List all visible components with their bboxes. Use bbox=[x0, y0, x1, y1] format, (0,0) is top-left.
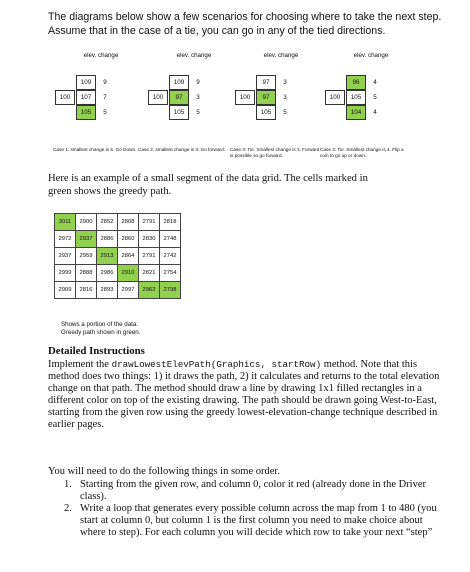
step-number: 1. bbox=[64, 479, 72, 490]
elev-change-label: elev. change bbox=[263, 52, 299, 59]
grid-row bbox=[55, 265, 181, 282]
grid-cell: 2972 bbox=[55, 231, 76, 248]
grid-cell-path: 2962 bbox=[139, 282, 160, 299]
change-value-top: 4 bbox=[373, 79, 377, 86]
step-text: Write a loop that generates every possible column across the map from 1 to 480 (you start at column 0, but column 1 is the first column you need to make choice about where to step). For each column you will decide which row to take your next “step” bbox=[80, 503, 437, 538]
grid-cell: 2893 bbox=[97, 282, 118, 299]
elevation-cell-middle: 105 bbox=[346, 90, 366, 105]
grid-description: Here is an example of a small segment of the data grid. The cells marked in green shows the greedy path. bbox=[48, 173, 368, 197]
data-grid-table bbox=[54, 213, 181, 299]
grid-cell: 2816 bbox=[76, 282, 97, 299]
case-caption: Case 3: Tie. Smallest change is 3. Forward is possible so go forward. bbox=[230, 147, 320, 158]
elevation-cell-top: 109 bbox=[76, 75, 96, 90]
change-value-middle: 7 bbox=[103, 94, 107, 101]
scenario-diagram bbox=[325, 52, 410, 134]
grid-cell: 2864 bbox=[118, 248, 139, 265]
change-value-top: 9 bbox=[196, 79, 200, 86]
change-value-middle: 3 bbox=[196, 94, 200, 101]
elevation-cell-bottom: 105 bbox=[169, 105, 189, 120]
scenario-diagram bbox=[235, 52, 320, 134]
elevation-cell-bottom: 105 bbox=[256, 105, 276, 120]
change-value-bottom: 5 bbox=[283, 109, 287, 116]
grid-cell: 2997 bbox=[118, 282, 139, 299]
grid-cell: 2791 bbox=[139, 248, 160, 265]
case-caption: Case 4: Tie. Smallest change is 4. Flip a coin to go up or down. bbox=[320, 147, 404, 158]
elevation-cell-bottom: 105 bbox=[76, 105, 96, 120]
step-item bbox=[48, 479, 450, 503]
steps-list bbox=[48, 479, 450, 539]
change-value-middle: 3 bbox=[283, 94, 287, 101]
need-intro: You will need to do the following things in some order. bbox=[48, 466, 280, 477]
grid-cell-path: 3011 bbox=[55, 214, 76, 231]
grid-cell: 2791 bbox=[139, 214, 160, 231]
elevation-cell-middle: 97 bbox=[256, 90, 276, 105]
grid-cell: 2818 bbox=[160, 214, 181, 231]
grid-cell: 2860 bbox=[118, 231, 139, 248]
elev-change-label: elev. change bbox=[176, 52, 212, 59]
grid-cell: 2830 bbox=[139, 231, 160, 248]
grid-cell: 2821 bbox=[139, 265, 160, 282]
grid-row bbox=[55, 248, 181, 265]
instructions-paragraph bbox=[48, 359, 450, 431]
method-signature: drawLowestElevPath(Graphics, startRow) bbox=[111, 359, 322, 370]
detailed-instructions-heading: Detailed Instructions bbox=[48, 345, 145, 357]
grid-cell: 2999 bbox=[55, 265, 76, 282]
elevation-cell-left: 100 bbox=[55, 90, 75, 105]
elevation-cell-left: 100 bbox=[235, 90, 255, 105]
grid-cell: 2748 bbox=[160, 231, 181, 248]
grid-cell: 2986 bbox=[97, 265, 118, 282]
case-caption: Case 2: smallest change is 3. Go forward. bbox=[138, 147, 226, 152]
grid-cell: 2900 bbox=[76, 214, 97, 231]
change-value-middle: 5 bbox=[373, 94, 377, 101]
scenario-diagram bbox=[55, 52, 140, 134]
elevation-cell-left: 100 bbox=[148, 90, 168, 105]
elevation-cell-middle: 97 bbox=[169, 90, 189, 105]
grid-caption-line2: Greedy path shown in green. bbox=[61, 329, 141, 336]
elev-change-label: elev. change bbox=[83, 52, 119, 59]
step-number: 2. bbox=[64, 503, 72, 514]
grid-cell: 2742 bbox=[160, 248, 181, 265]
change-value-bottom: 5 bbox=[196, 109, 200, 116]
grid-cell-path: 2913 bbox=[97, 248, 118, 265]
scenario-diagram bbox=[148, 52, 233, 134]
case-caption: Case 1: smallest change is 5. Go Down. bbox=[53, 147, 137, 152]
grid-cell: 2852 bbox=[97, 214, 118, 231]
grid-row bbox=[55, 231, 181, 248]
grid-cell-path: 2798 bbox=[160, 282, 181, 299]
elevation-cell-left: 100 bbox=[325, 90, 345, 105]
grid-cell: 2937 bbox=[55, 248, 76, 265]
grid-cell-path: 2937 bbox=[76, 231, 97, 248]
step-item bbox=[48, 503, 450, 539]
elevation-cell-top: 97 bbox=[256, 75, 276, 90]
elevation-cell-top: 96 bbox=[346, 75, 366, 90]
elev-change-label: elev. change bbox=[353, 52, 389, 59]
grid-cell-path: 2910 bbox=[118, 265, 139, 282]
grid-caption-line1: Shows a portion of the data. bbox=[61, 321, 139, 328]
change-value-bottom: 4 bbox=[373, 109, 377, 116]
step-text: Starting from the given row, and column 0, color it red (already done in the Driver class). bbox=[80, 479, 427, 502]
grid-cell: 2909 bbox=[55, 282, 76, 299]
grid-cell: 2959 bbox=[76, 248, 97, 265]
grid-cell: 2888 bbox=[76, 265, 97, 282]
grid-row bbox=[55, 214, 181, 231]
grid-cell: 2886 bbox=[97, 231, 118, 248]
elevation-cell-middle: 107 bbox=[76, 90, 96, 105]
grid-cell: 2754 bbox=[160, 265, 181, 282]
grid-cell: 2808 bbox=[118, 214, 139, 231]
intro-paragraph: The diagrams below show a few scenarios for choosing where to take the next step. Assume that in the case of a tie, you can go in any of the tied directions. bbox=[48, 11, 442, 37]
para-start: Implement the bbox=[48, 359, 112, 370]
para-end: method. Note that this method does two things: 1) it draws the path, 2) it calculates and returns to the total elevation change on that path. The method should draw a line by drawing 1x1 filled rectangles in a different color on top of the existing drawing. The path should be drawn going West-to-East, starting from the given row using the greedy lowest-elevation-change technique described in earlier pages. bbox=[48, 359, 440, 430]
elevation-cell-bottom: 104 bbox=[346, 105, 366, 120]
grid-caption bbox=[61, 321, 241, 337]
change-value-top: 3 bbox=[283, 79, 287, 86]
change-value-top: 9 bbox=[103, 79, 107, 86]
change-value-bottom: 5 bbox=[103, 109, 107, 116]
elevation-cell-top: 109 bbox=[169, 75, 189, 90]
grid-row bbox=[55, 282, 181, 299]
